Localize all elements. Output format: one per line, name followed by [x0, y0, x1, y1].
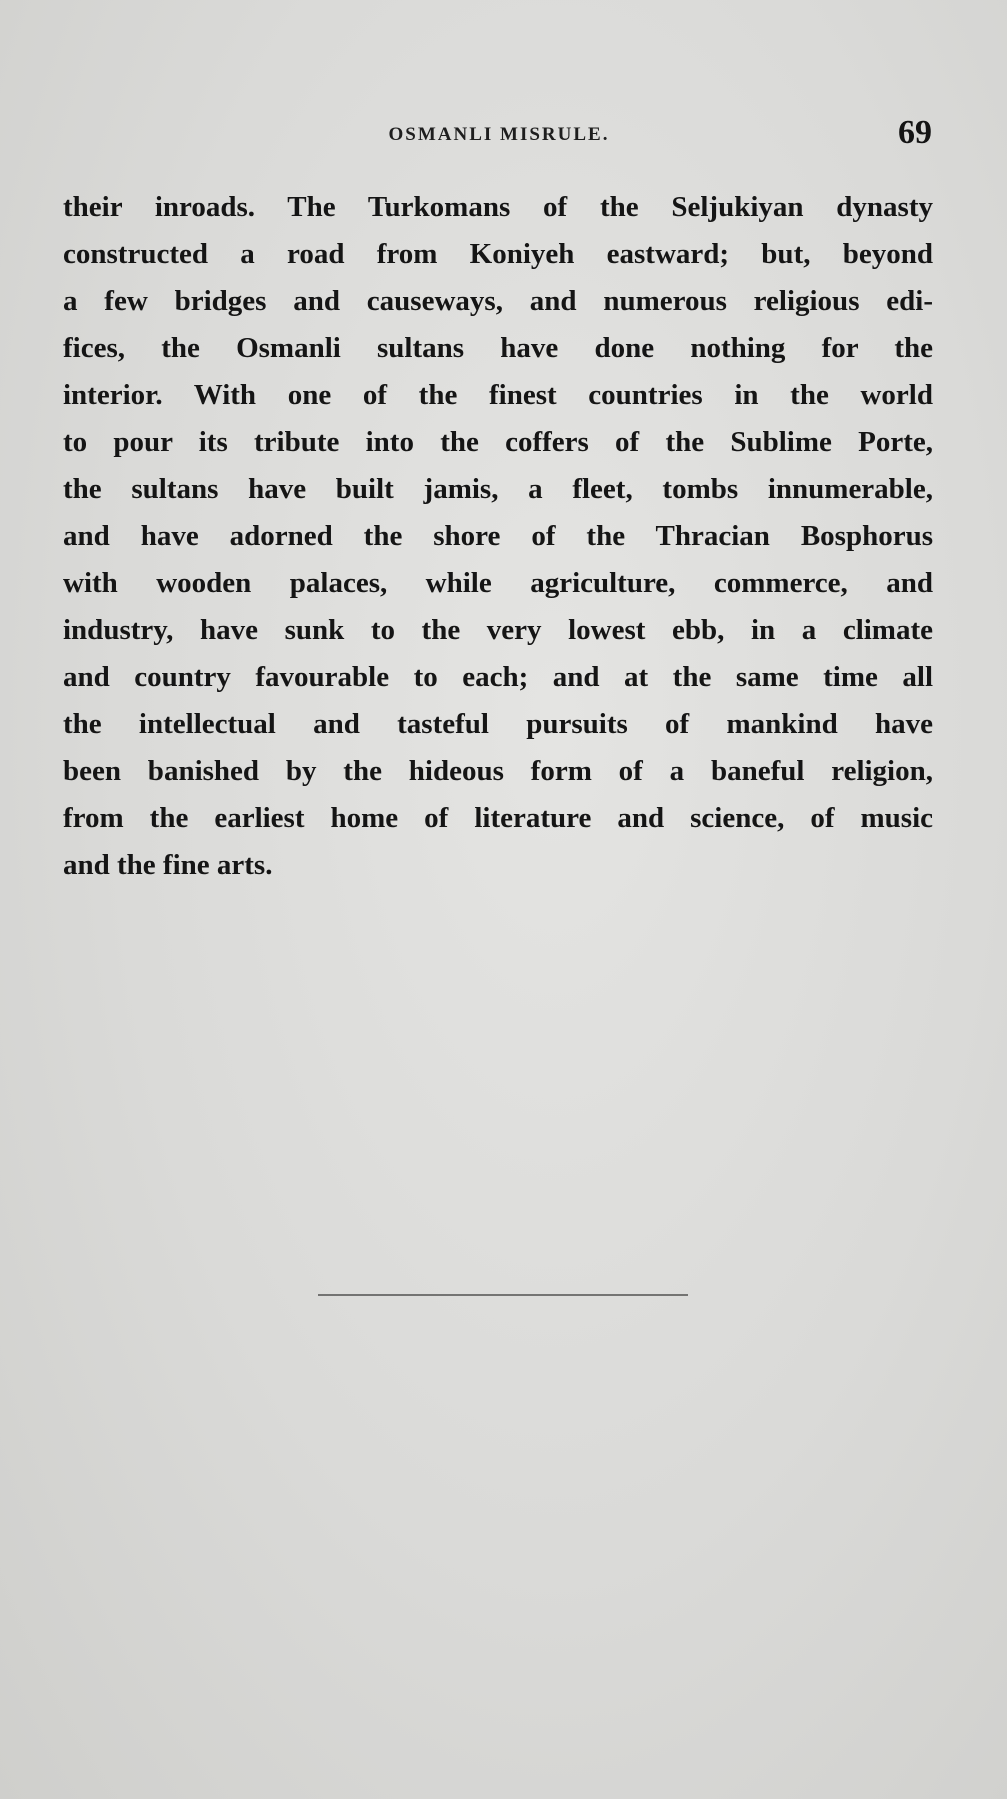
text-line: interior. With one of the finest countries in the world — [63, 379, 933, 411]
text-line: with wooden palaces, while agriculture, commerce, and — [63, 567, 933, 599]
text-line: and country favourable to each; and at the same time all — [63, 661, 933, 693]
text-line: constructed a road from Koniyeh eastward; but, beyond — [63, 238, 933, 270]
text-line: the intellectual and tasteful pursuits of mankind have — [63, 708, 933, 740]
text-line: fices, the Osmanli sultans have done nothing for the — [63, 332, 933, 364]
text-line: and have adorned the shore of the Thracian Bosphorus — [63, 520, 933, 552]
running-head — [66, 114, 932, 158]
text-line: their inroads. The Turkomans of the Seljukiyan dynasty — [63, 191, 933, 223]
section-divider-rule — [318, 1294, 688, 1296]
chapter-title: OSMANLI MISRULE. — [388, 124, 610, 145]
body-text — [63, 184, 933, 889]
text-line: and the fine arts. — [63, 849, 273, 881]
text-line: the sultans have built jamis, a fleet, tombs innumerable, — [63, 473, 933, 505]
text-line: been banished by the hideous form of a baneful religion, — [63, 755, 933, 787]
text-line: industry, have sunk to the very lowest ebb, in a climate — [63, 614, 933, 646]
text-line: to pour its tribute into the coffers of the Sublime Porte, — [63, 426, 933, 458]
page-number: 69 — [898, 114, 932, 151]
text-line: from the earliest home of literature and science, of music — [63, 802, 933, 834]
text-line: a few bridges and causeways, and numerous religious edi- — [63, 285, 933, 317]
